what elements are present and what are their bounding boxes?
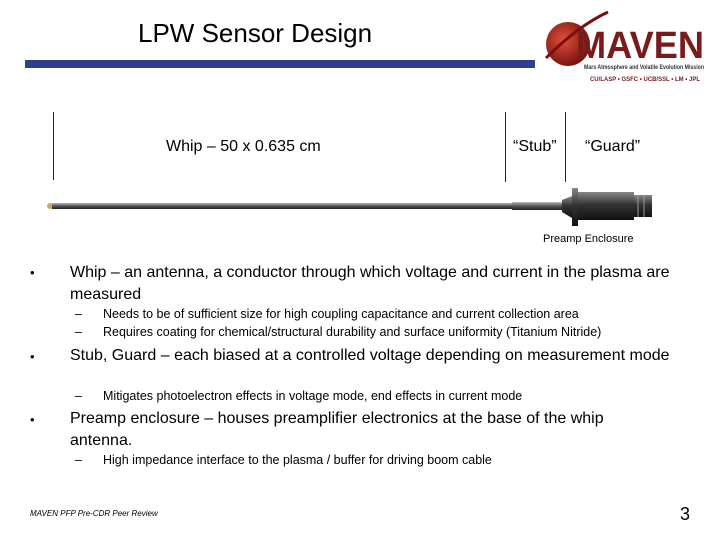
logo-partners: CU/LASP • GSFC • UCB/SSL • LM • JPL <box>590 76 701 83</box>
whip-label: Whip – 50 x 0.635 cm <box>166 138 321 155</box>
whip-extent-line <box>53 112 54 180</box>
sub-bullet-marker: – <box>75 453 82 467</box>
maven-logo <box>538 6 708 92</box>
bullet-marker: • <box>30 265 35 280</box>
bullet-whip: Whip – an antenna, a conductor through which voltage and current in the plasma are measured <box>70 264 670 303</box>
stub-section <box>512 202 562 210</box>
slide-title: LPW Sensor Design <box>138 18 373 48</box>
bullet-marker: • <box>30 412 35 427</box>
guard-label: “Guard” <box>585 138 641 155</box>
footer-text: MAVEN PFP Pre-CDR Peer Review <box>30 509 158 518</box>
sub-bullet-mitigates: Mitigates photoelectron effects in voltage mode, end effects in current mode <box>103 389 523 403</box>
stub-label: “Stub” <box>513 138 557 155</box>
preamp-enclosure <box>578 192 634 220</box>
sub-bullet-impedance: High impedance interface to the plasma / buffer for driving boom cable <box>103 453 492 467</box>
whip-rod <box>52 203 512 209</box>
preamp-enclosure-label: Preamp Enclosure <box>543 233 634 245</box>
connector-nut <box>634 195 652 217</box>
sub-bullet-coating: Requires coating for chemical/structural durability and surface uniformity (Titanium Nitride) <box>103 325 602 339</box>
guard-collar <box>572 188 578 226</box>
logo-wordmark: MAVEN <box>576 25 704 67</box>
guard-flare <box>562 196 572 218</box>
logo-subtitle: Mars Atmosphere and Volatile Evolution Mission <box>584 64 705 71</box>
sub-bullet-marker: – <box>75 389 82 403</box>
sub-bullet-marker: – <box>75 325 82 339</box>
sensor-drawing <box>40 178 670 228</box>
page-number: 3 <box>680 504 691 524</box>
guard-marker-line <box>565 112 566 182</box>
bullet-stub-guard: Stub, Guard – each biased at a controlled voltage depending on measurement mode <box>70 347 670 364</box>
bullet-marker: • <box>30 349 35 364</box>
bullet-preamp: Preamp enclosure – houses preamplifier electronics at the base of the whip antenna. <box>70 410 604 449</box>
sub-bullet-marker: – <box>75 307 82 321</box>
sub-bullet-size: Needs to be of sufficient size for high coupling capacitance and current collection area <box>103 307 579 321</box>
title-underline-bar <box>25 60 535 68</box>
stub-marker-line <box>505 112 506 182</box>
